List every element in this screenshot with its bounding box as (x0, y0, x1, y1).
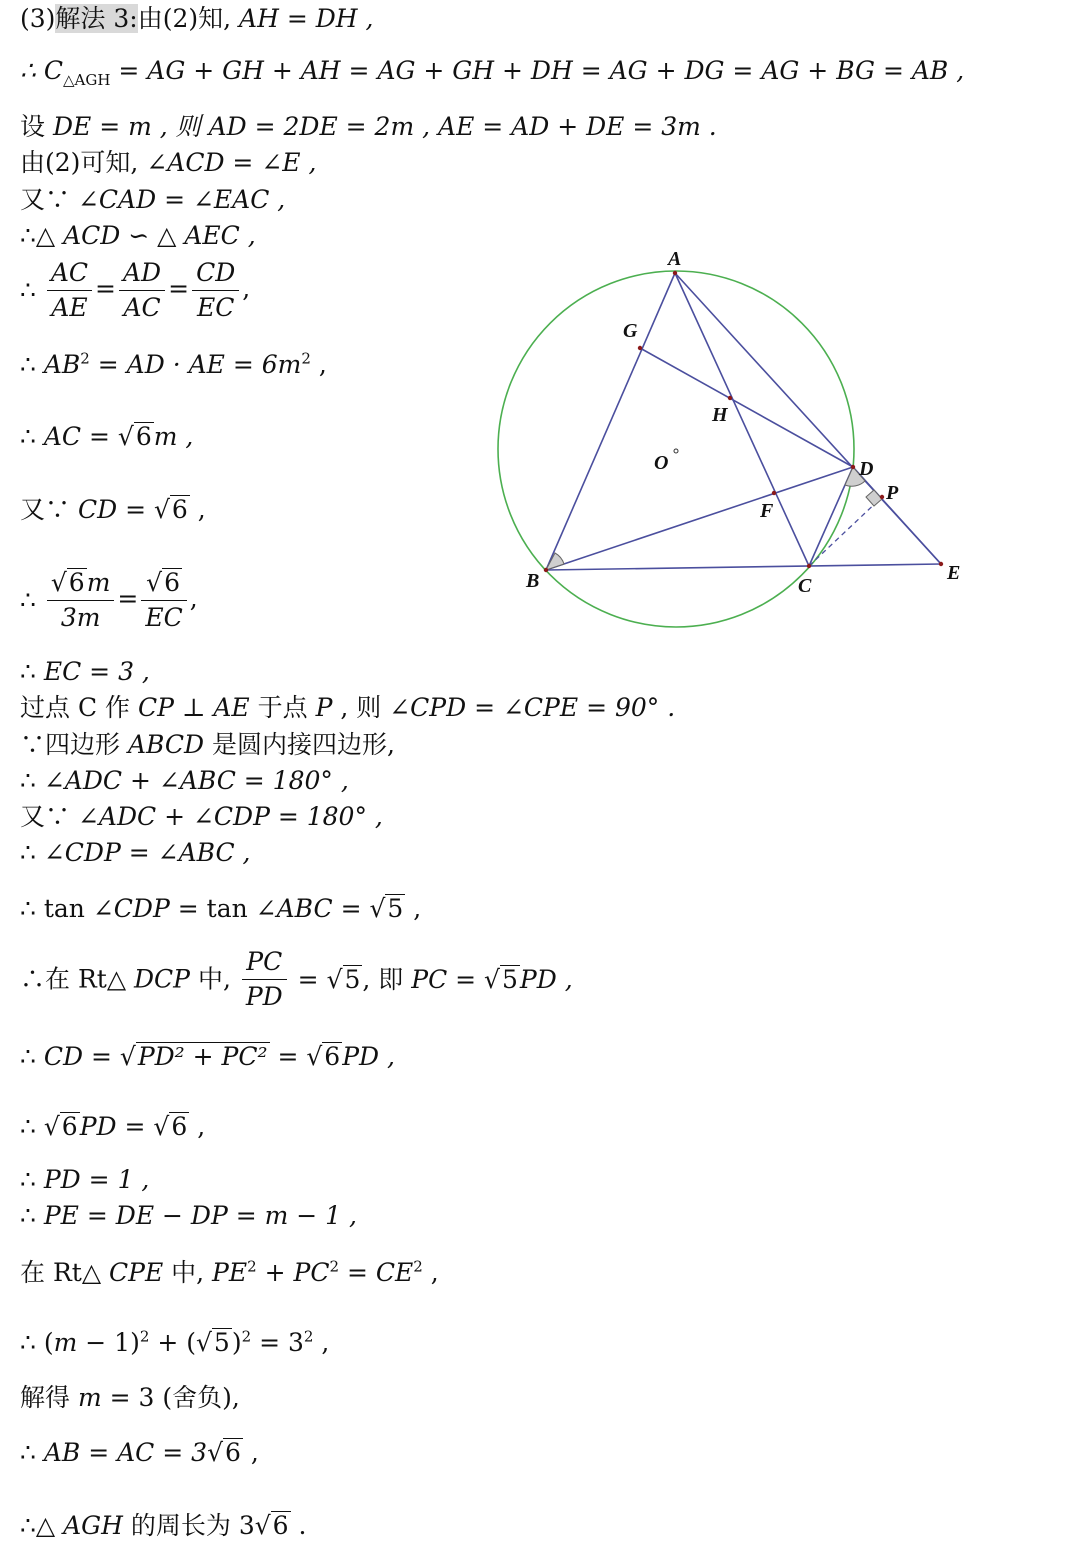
math: ∠CDP (92, 894, 170, 923)
proof-line-21: ∴ √6PD = √6 , (20, 1112, 206, 1141)
math: AB = AC = 3 (43, 1438, 208, 1467)
radicand: 6 (272, 1511, 289, 1540)
segment-be (546, 564, 941, 570)
comma: , (189, 1112, 206, 1141)
math: m , (153, 422, 194, 451)
text: ∴ (20, 1112, 44, 1141)
point-d (851, 465, 855, 469)
proof-line-18: ∴ tan ∠CDP = tan ∠ABC = √5 , (20, 894, 422, 923)
math: CPE (109, 1258, 164, 1287)
label-o: O (654, 452, 669, 474)
math: = CE (339, 1258, 414, 1287)
radicand: 6 (171, 1112, 188, 1141)
segment-ac (675, 273, 809, 566)
math: DE = m , 则 AD = 2DE = 2m , AE = AD + DE = 3m . (52, 112, 717, 141)
text: 又∵ (20, 495, 78, 524)
proof-line-28: ∴△ AGH 的周长为 3√6 . (20, 1511, 307, 1540)
math: EC = 3 , (43, 657, 150, 686)
math: ∠CPD = ∠CPE = 90° . (389, 693, 676, 722)
text: ∴ (20, 766, 44, 795)
math: PC = (411, 964, 485, 994)
label-d: D (859, 458, 874, 480)
text: , 即 (362, 964, 412, 994)
exponent: 2 (241, 1327, 252, 1346)
therefore-symbol: ∴ (20, 585, 36, 615)
text: = tan (169, 894, 256, 923)
denominator: PD (245, 982, 283, 1011)
point-o (674, 449, 678, 453)
point-a (673, 271, 677, 275)
radicand: 5 (387, 894, 404, 923)
math: PD = 1 , (43, 1165, 150, 1194)
radicand: 5 (501, 964, 518, 994)
proof-line-27: ∴ AB = AC = 3√6 , (20, 1438, 259, 1467)
label-p: P (886, 482, 899, 504)
text: 中, (163, 1258, 213, 1287)
text: ∴ (20, 838, 44, 867)
denominator: EC (196, 293, 235, 322)
point-e (939, 562, 943, 566)
text: 是圆内接四边形, (204, 730, 395, 759)
math: ) (231, 1328, 242, 1357)
radicand: 6 (324, 1042, 341, 1071)
comma: , (242, 274, 251, 303)
math: m (77, 1383, 102, 1412)
denominator: 3m (60, 603, 101, 632)
denominator: AE (51, 293, 88, 322)
math: = AD · AE = 6m (89, 350, 302, 379)
radicand: 5 (213, 1328, 230, 1357)
math-sub: △AGH (62, 71, 111, 89)
text: ∴ (20, 1438, 44, 1467)
text: ∴ ( (20, 1328, 54, 1357)
numerator: AD (119, 256, 165, 291)
label-b: B (526, 570, 540, 592)
math: + ( (149, 1328, 196, 1357)
math: ∠CDP = ∠ABC , (43, 838, 251, 867)
numerator: √6 (141, 566, 186, 601)
radicand: 6 (164, 568, 180, 597)
equals: = (95, 274, 116, 303)
text: , 则 (332, 693, 390, 722)
text: 又∵ (20, 802, 78, 831)
math: ABCD (127, 730, 205, 759)
math: PD , (342, 1042, 395, 1071)
text: 过点 C 作 (20, 693, 138, 722)
text: ∴在 Rt△ (20, 964, 134, 994)
radicand: PD² + PC² (137, 1042, 268, 1071)
math: = 3 (251, 1328, 304, 1357)
segment-gd (640, 348, 853, 467)
segment-cp-dashed (809, 497, 882, 566)
angle-mark-b (546, 553, 564, 570)
text: ∴ (20, 1201, 44, 1230)
point-g (638, 346, 642, 350)
text: ∴△ (20, 1511, 64, 1540)
text: = 3 (舍负), (101, 1383, 240, 1412)
math: AH = DH , (239, 4, 374, 33)
text: ∴ (20, 1042, 44, 1071)
segment-ab (546, 273, 675, 570)
part-label: (3) (20, 4, 56, 33)
math: ∠ABC = (255, 894, 370, 923)
proof-line-9: ∴ AC = √6m , (20, 422, 194, 451)
point-f (772, 491, 776, 495)
comma: , (189, 495, 206, 524)
text: 设 (20, 112, 53, 141)
radicand: 6 (171, 495, 188, 524)
math-group: = √5, 即 PC = √5PD , (289, 964, 573, 994)
right-angle-mark (866, 490, 882, 506)
math: P (315, 693, 333, 722)
math: ∠ACD = ∠E , (146, 148, 317, 177)
math: m (53, 1328, 78, 1357)
text: 又∵ (20, 185, 78, 214)
text: ∴ (20, 422, 44, 451)
point-h (728, 396, 732, 400)
text: 于点 (249, 693, 316, 722)
comma: , (242, 1438, 259, 1467)
math: PE = DE − DP = m − 1 , (43, 1201, 357, 1230)
radicand: 5 (344, 964, 361, 994)
denominator: AC (123, 293, 161, 322)
math: PD , (519, 964, 573, 994)
math: PD = (79, 1112, 154, 1141)
comma: , (310, 350, 327, 379)
radicand: 6 (61, 1112, 78, 1141)
numerator: PC (242, 945, 287, 980)
proof-line-20: ∴ CD = √PD² + PC² = √6PD , (20, 1042, 395, 1071)
text: ∴ tan (20, 894, 93, 923)
equals: = (117, 584, 139, 613)
therefore-symbol: ∴ (20, 275, 36, 305)
math: CD = (43, 1042, 120, 1071)
label-a: A (668, 248, 682, 270)
exponent: 2 (413, 1257, 423, 1276)
radicand: 6 (135, 422, 152, 451)
proof-line-10: 又∵ CD = √6 , (20, 495, 206, 524)
math: PE (212, 1258, 248, 1287)
numerator: CD (192, 256, 239, 291)
label-c: C (798, 575, 812, 597)
denominator: EC (145, 603, 183, 632)
exponent: 2 (301, 349, 311, 368)
radicand: 6 (68, 568, 85, 597)
text: 在 Rt△ (20, 1258, 109, 1287)
comma: , (422, 1258, 439, 1287)
exponent: 2 (329, 1257, 340, 1276)
period: . (290, 1511, 307, 1540)
text: 由(2)可知, (20, 148, 147, 177)
math: AC = (43, 422, 118, 451)
label-g: G (623, 320, 638, 342)
exponent: 2 (80, 349, 90, 368)
text: 解得 (20, 1383, 78, 1412)
math: ∠CAD = ∠EAC , (77, 185, 286, 214)
exponent: 2 (303, 1327, 314, 1346)
point-c (807, 564, 811, 568)
math: AB (43, 350, 81, 379)
text: 由(2)知, (137, 4, 240, 33)
equals: = (289, 964, 327, 994)
point-b (544, 568, 548, 572)
equals: = (168, 274, 190, 303)
math: − 1) (77, 1328, 140, 1357)
method-label: 解法 3: (55, 4, 138, 33)
text: ∴ (20, 1165, 44, 1194)
radicand: 6 (225, 1438, 241, 1467)
equals: = (269, 1042, 307, 1071)
math: ∠ADC + ∠CDP = 180° , (77, 802, 383, 831)
comma: , (189, 584, 198, 613)
math: m (86, 568, 111, 597)
text: ∴ (20, 657, 44, 686)
math: AGH (63, 1511, 123, 1540)
label-e: E (947, 562, 961, 584)
math: ∠ADC + ∠ABC = 180° , (43, 766, 349, 795)
comma: , (405, 894, 422, 923)
label-h: H (712, 404, 728, 426)
comma: , (313, 1328, 330, 1357)
math: DCP (134, 964, 190, 994)
numerator: AC (47, 256, 92, 291)
label-f: F (760, 500, 774, 522)
text: ∵四边形 (20, 730, 128, 759)
text: 中, (190, 964, 239, 994)
segment-bd (546, 467, 853, 570)
math: ∴ C (20, 56, 63, 85)
exponent: 2 (139, 1327, 150, 1346)
math: ACD ∽ △ AEC , (63, 221, 256, 250)
proof-line-25: ∴ $(m - 1)^2 + (√5)^2 = 3^2$ , (20, 1327, 330, 1357)
math: = AG + GH + AH = AG + GH + DH = AG + DG = AG + BG = AB , (110, 56, 965, 85)
point-p (880, 495, 884, 499)
math: CD = (77, 495, 154, 524)
exponent: 2 (247, 1257, 257, 1276)
math: CP ⊥ AE (137, 693, 250, 722)
numerator: √6m (47, 566, 115, 601)
text: 的周长为 3 (122, 1511, 255, 1540)
text: ∴ (20, 350, 44, 379)
text: ∴△ (20, 221, 64, 250)
math: + PC (256, 1258, 330, 1287)
